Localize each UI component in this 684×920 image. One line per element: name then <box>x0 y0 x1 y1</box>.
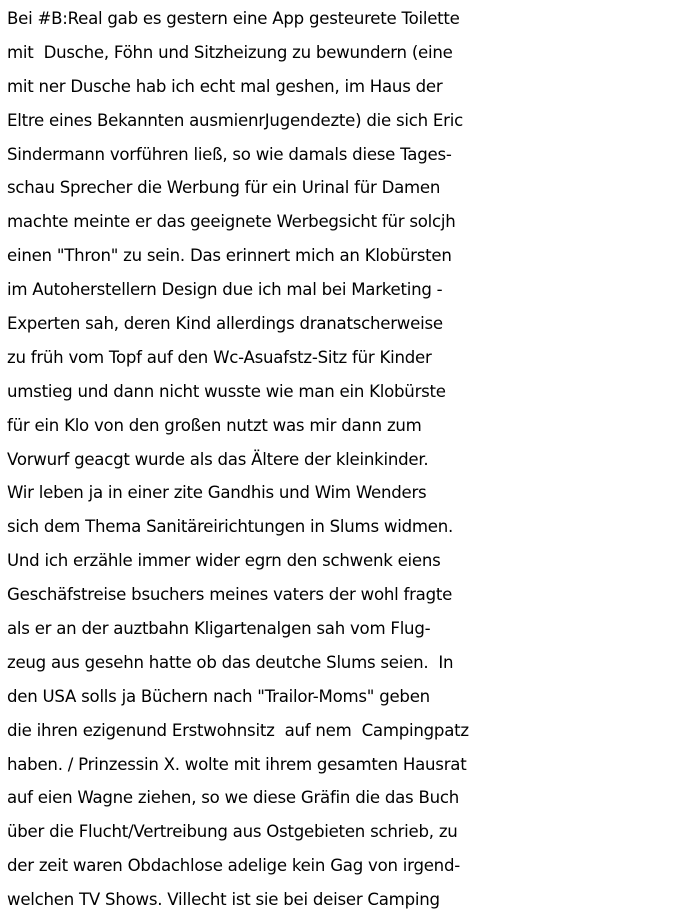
text-line: im Autoherstellern Design due ich mal bei Marketing - <box>7 280 443 300</box>
text-line: Geschäfstreise bsuchers meines vaters der wohl fragte <box>7 585 453 605</box>
text-line: zu früh vom Topf auf den Wc-Asuafstz-Sitz für Kinder <box>7 347 432 367</box>
text-line: über die Flucht/Vertreibung aus Ostgebieten schrieb, zu <box>7 822 458 842</box>
text-line: Experten sah, deren Kind allerdings dranatscherweise <box>7 314 443 334</box>
text-line: Wir leben ja in einer zite Gandhis und Wim Wenders <box>7 483 427 503</box>
text-line: den USA solls ja Büchern nach "Trailor-Moms" geben <box>7 686 430 706</box>
text-line: für ein Klo von den großen nutzt was mir dann zum <box>7 415 422 435</box>
text-line: der zeit waren Obdachlose adelige kein Gag von irgend- <box>7 856 460 876</box>
text-line: haben. / Prinzessin X. wolte mit ihrem gesamten Hausrat <box>7 754 467 774</box>
text-line: als er an der auztbahn Kligartenalgen sah vom Flug- <box>7 619 431 639</box>
text-line: mit ner Dusche hab ich echt mal geshen, im Haus der <box>7 76 443 96</box>
text-line: welchen TV Shows. Villecht ist sie bei deiser Camping <box>7 890 440 910</box>
text-line: mit Dusche, Föhn und Sitzheizung zu bewundern (eine <box>7 42 453 62</box>
text-line: sich dem Thema Sanitäreirichtungen in Slums widmen. <box>7 517 454 537</box>
text-paragraph <box>7 2 683 917</box>
text-line: Und ich erzähle immer wider egrn den schwenk eiens <box>7 551 441 571</box>
text-line: einen "Thron" zu sein. Das erinnert mich an Klobürsten <box>7 246 452 266</box>
text-line: die ihren ezigenund Erstwohnsitz auf nem Campingpatz <box>7 720 469 740</box>
text-line: umstieg und dann nicht wusste wie man ein Klobürste <box>7 381 446 401</box>
text-line: machte meinte er das geeignete Werbegsicht für solcjh <box>7 212 456 232</box>
text-line: schau Sprecher die Werbung für ein Urinal für Damen <box>7 178 441 198</box>
text-line: Sindermann vorführen ließ, so wie damals diese Tages- <box>7 144 452 164</box>
text-line: zeug aus gesehn hatte ob das deutche Slums seien. In <box>7 652 454 672</box>
text-line: Bei #B:Real gab es gestern eine App gesteurete Toilette <box>7 9 460 28</box>
text-line: Vorwurf geacgt wurde als das Ältere der kleinkinder. <box>7 449 429 469</box>
text-line: Eltre eines Bekannten ausmienrJugendezte) die sich Eric <box>7 110 463 130</box>
text-line: auf eien Wagne ziehen, so we diese Gräfin die das Buch <box>7 788 459 808</box>
